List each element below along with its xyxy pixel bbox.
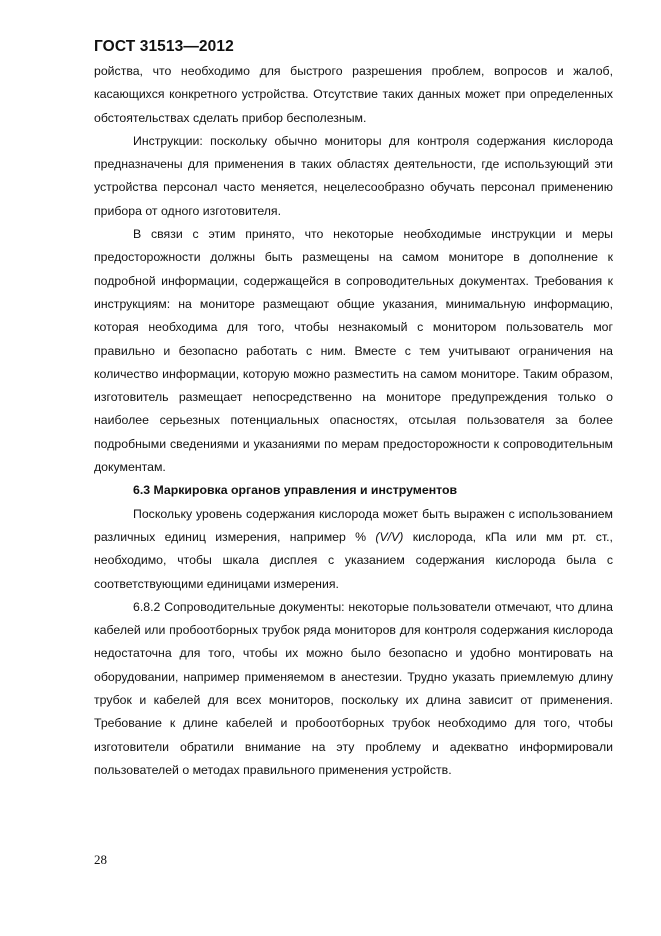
section-heading-6-3: 6.3 Маркировка органов управления и инструментов [133, 483, 458, 498]
paragraph-accompanying-documents: 6.8.2 Сопроводительные документы: некоторые пользователи отмечают, что длина кабелей или пробоотборных трубок ряда мониторов для контроля содержания кислорода недостаточна для того, чтобы их можно было безопасно и удобно монтировать на оборудовании, например применяемом в анестезии. Трудно указать приемлемую длину трубок и кабелей для всех мониторов, поскольку их длина зависит от применения. Требование к длине кабелей и пробоотборных трубок необходимо для того, чтобы изготовители обратили внимание на эту проблему и адекватно информировали пользователей о методах правильного применения устройств. [94, 599, 613, 777]
document-body [94, 60, 613, 782]
paragraph-instructions: Инструкции: поскольку обычно мониторы для контроля содержания кислорода предназначены для применения в таких областях деятельности, где использующий эти устройства персонал часто меняется, нецелесообразно обучать персонал применению прибора от одного изготовителя. [94, 133, 613, 218]
paragraph-continuation: ройства, что необходимо для быстрого разрешения проблем, вопросов и жалоб, касающихся конкретного устройства. Отсутствие таких данных может при определенных обстоятельствах сделать прибор бесполезным. [94, 64, 613, 125]
paragraph-units-text-a: Поскольку уровень содержания кислорода может быть выражен с использованием различных единиц измерения, например % [94, 506, 613, 544]
page-number: 28 [94, 852, 107, 867]
paragraph-units-text-b: кислорода, кПа или мм рт. ст., необходимо, чтобы шкала дисплея с указанием содержания кислорода была с соответствующими единицами измерения. [94, 529, 613, 591]
paragraph-units-italic: (V/V) [375, 529, 404, 544]
paragraph-units [94, 503, 613, 596]
paragraph-precautions: В связи с этим принято, что некоторые необходимые инструкции и меры предосторожности должны быть размещены на самом мониторе в дополнение к подробной информации, содержащейся в сопроводительных документах. Требования к инструкциям: на мониторе размещают общие указания, минимальную информацию, которая необходима для того, чтобы незнакомый с монитором пользователь мог правильно и безопасно работать с ним. Вместе с тем учитывают ограничения на количество информации, которую можно разместить на самом мониторе. Таким образом, изготовитель размещает непосредственно на мониторе предупреждения только о наиболее серьезных потенциальных опасностях, отсылая пользователя за более подробными сведениями и указаниями по мерам предосторожности к сопроводительным документам. [94, 227, 613, 475]
standard-header: ГОСТ 31513—2012 [94, 38, 234, 55]
